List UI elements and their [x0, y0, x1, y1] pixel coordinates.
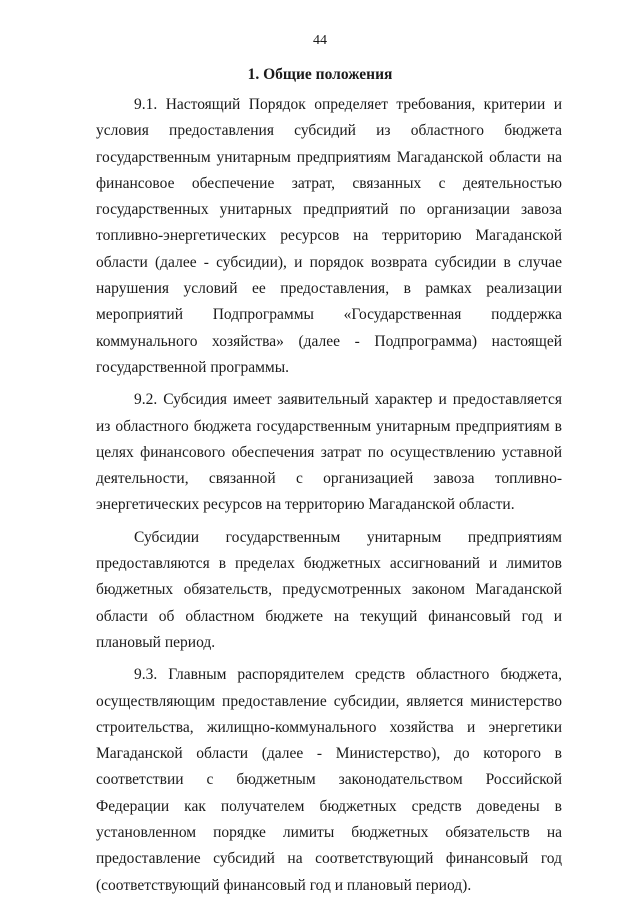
paragraph-9-3: 9.3. Главным распорядителем средств областного бюджета, осуществляющим предоставление субсидии, является министерство строительства, жилищно-коммунального хозяйства и энергетики Магаданской области (далее - Министерство), до которого в соответствии с бюджетным законодательством Российской Федерации как получателем бюджетных средств доведены в установленном порядке лимиты бюджетных обязательств на предоставление субсидий на соответствующий финансовый год (соответствующий финансовый год и плановый период).: [96, 666, 562, 894]
section-title: 1. Общие положения: [247, 66, 393, 83]
paragraph-9-2: 9.2. Субсидия имеет заявительный характер и предоставляется из областного бюджета государственным унитарным предприятиям в целях финансового обеспечения затрат по осуществлению уставной деятельности, связанной с организацией завоза топливно-энергетических ресурсов на территорию Магаданской области.: [96, 391, 562, 514]
paragraph-9-1: 9.1. Настоящий Порядок определяет требования, критерии и условия предоставления субсидий из областного бюджета государственным унитарным предприятиям Магаданской области на финансовое обеспечение затрат, связанных с деятельностью государственных унитарных предприятий по организации завоза топливно-энергетических ресурсов на территорию Магаданской области (далее - субсидии), и порядок возврата субсидии в случае нарушения условий ее предоставления, в рамках реализации мероприятий Подпрограммы «Государственная поддержка коммунального хозяйства» (далее - Подпрограмма) настоящей государственной программы.: [96, 96, 562, 376]
page-number: 44: [313, 33, 327, 48]
paragraph-subsidies-limits: Субсидии государственным унитарным предприятиям предоставляются в пределах бюджетных ассигнований и лимитов бюджетных обязательств, предусмотренных законом Магаданской области об областном бюджете на текущий финансовый год и плановый период.: [96, 528, 562, 651]
body-text: [96, 92, 562, 899]
